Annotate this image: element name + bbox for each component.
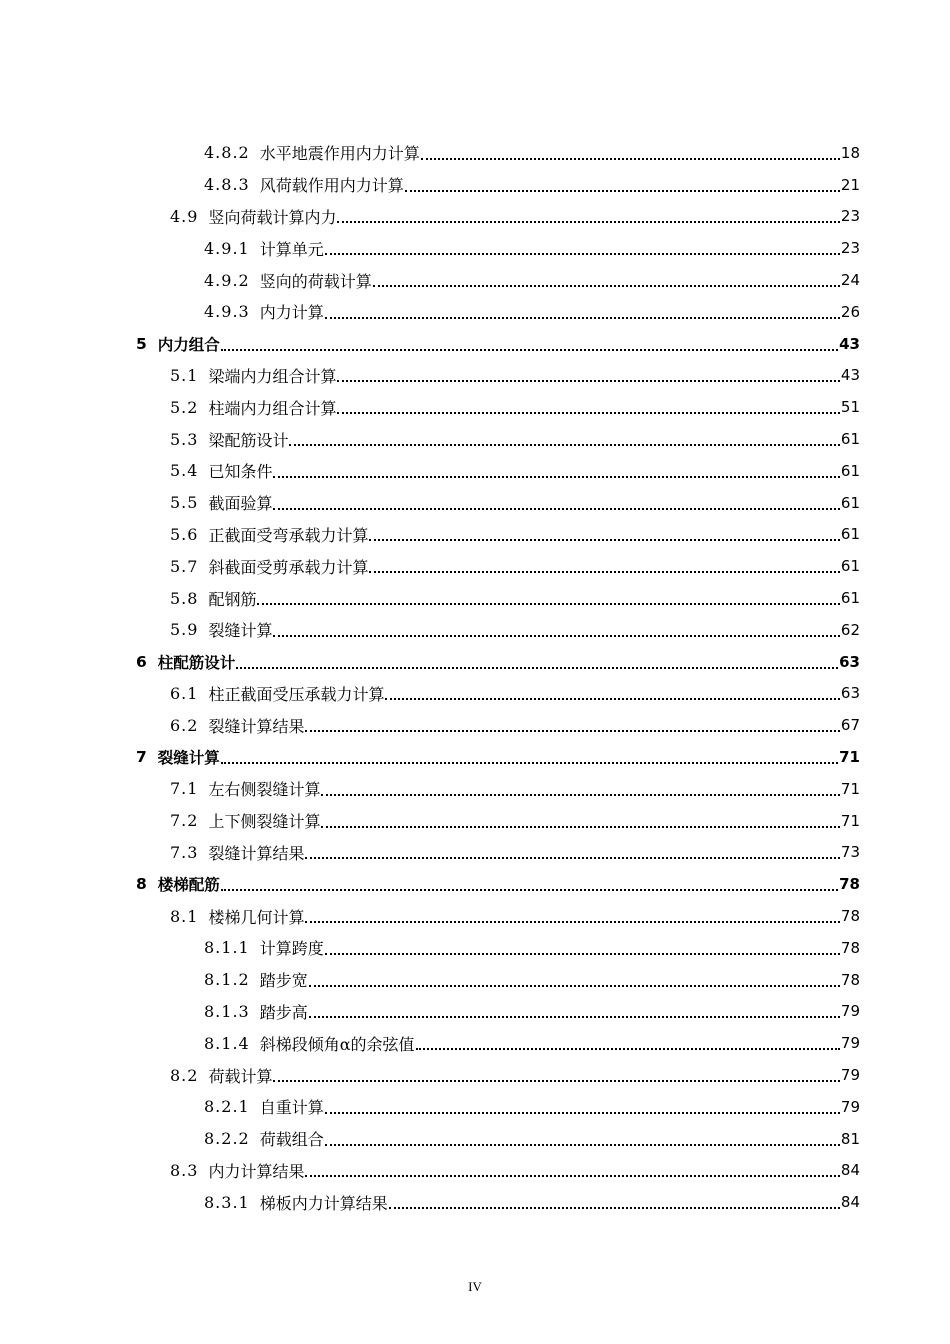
toc-entry[interactable] bbox=[0, 805, 950, 837]
toc-entry-number: 8.1.2 bbox=[204, 970, 250, 990]
toc-entry[interactable] bbox=[0, 455, 950, 487]
toc-entry-title: 上下侧裂缝计算 bbox=[208, 812, 321, 832]
toc-entry-page: 62 bbox=[840, 620, 860, 639]
toc-entry[interactable] bbox=[0, 1155, 950, 1187]
toc-entry-page: 51 bbox=[840, 398, 860, 417]
toc-entry[interactable] bbox=[0, 773, 950, 805]
toc-dot-leader bbox=[221, 349, 838, 351]
toc-dot-leader bbox=[325, 953, 840, 955]
toc-dot-leader bbox=[257, 603, 839, 605]
table-of-contents bbox=[0, 137, 950, 1218]
toc-entry-title: 楼梯几何计算 bbox=[208, 907, 305, 927]
toc-dot-leader bbox=[325, 1144, 840, 1146]
toc-entry-number: 8.3 bbox=[170, 1160, 199, 1180]
toc-entry-number: 6.2 bbox=[170, 715, 199, 735]
toc-entry-title: 自重计算 bbox=[259, 1098, 324, 1118]
toc-entry[interactable] bbox=[0, 1059, 950, 1091]
toc-entry[interactable] bbox=[0, 328, 950, 360]
toc-entry-title: 柱端内力组合计算 bbox=[208, 398, 337, 418]
toc-entry-number: 8.2.1 bbox=[204, 1097, 250, 1117]
toc-entry-title: 配钢筋 bbox=[208, 589, 257, 609]
toc-entry-title: 踏步高 bbox=[259, 1002, 308, 1022]
toc-entry[interactable] bbox=[0, 169, 950, 201]
toc-dot-leader bbox=[221, 889, 838, 891]
toc-dot-leader bbox=[305, 921, 839, 923]
toc-dot-leader bbox=[309, 1016, 840, 1018]
toc-entry-number: 4.9.2 bbox=[204, 270, 250, 290]
toc-entry[interactable] bbox=[0, 1123, 950, 1155]
toc-dot-leader bbox=[321, 794, 839, 796]
toc-entry-title: 裂缝计算结果 bbox=[208, 716, 305, 736]
toc-entry-number: 7.3 bbox=[170, 842, 199, 862]
toc-entry-number: 4.8.2 bbox=[204, 143, 250, 163]
toc-entry-title: 踏步宽 bbox=[259, 971, 308, 991]
toc-entry[interactable] bbox=[0, 137, 950, 169]
toc-entry-number: 5.6 bbox=[170, 524, 199, 544]
toc-entry-title: 楼梯配筋 bbox=[157, 876, 220, 895]
toc-entry-title: 裂缝计算 bbox=[208, 621, 273, 641]
toc-entry[interactable] bbox=[0, 837, 950, 869]
toc-entry-number: 5.7 bbox=[170, 556, 199, 576]
toc-entry[interactable] bbox=[0, 900, 950, 932]
toc-dot-leader bbox=[421, 158, 840, 160]
toc-entry-page: 61 bbox=[840, 557, 860, 576]
toc-entry[interactable] bbox=[0, 232, 950, 264]
toc-entry-title: 斜截面受剪承载力计算 bbox=[208, 557, 369, 577]
toc-entry-title: 斜梯段倾角α的余弦值 bbox=[259, 1034, 415, 1054]
toc-entry[interactable] bbox=[0, 1027, 950, 1059]
toc-entry-page: 61 bbox=[840, 461, 860, 480]
toc-dot-leader bbox=[373, 285, 840, 287]
toc-entry-title: 内力计算结果 bbox=[208, 1161, 305, 1181]
toc-dot-leader bbox=[321, 826, 839, 828]
toc-entry[interactable] bbox=[0, 646, 950, 678]
toc-entry-page: 23 bbox=[840, 239, 860, 258]
toc-dot-leader bbox=[369, 571, 839, 573]
toc-entry-page: 21 bbox=[840, 175, 860, 194]
toc-entry[interactable] bbox=[0, 360, 950, 392]
toc-dot-leader bbox=[337, 221, 839, 223]
toc-entry[interactable] bbox=[0, 709, 950, 741]
toc-entry[interactable] bbox=[0, 487, 950, 519]
toc-dot-leader bbox=[325, 253, 840, 255]
toc-entry-page: 78 bbox=[840, 938, 860, 957]
toc-entry-title: 内力计算 bbox=[259, 303, 324, 323]
toc-entry-page: 79 bbox=[840, 1034, 860, 1053]
toc-entry-page: 71 bbox=[840, 811, 860, 830]
toc-entry-title: 水平地震作用内力计算 bbox=[259, 144, 420, 164]
toc-entry[interactable] bbox=[0, 1091, 950, 1123]
toc-entry-number: 6 bbox=[136, 652, 148, 671]
toc-entry-title: 裂缝计算 bbox=[157, 749, 220, 768]
toc-entry[interactable] bbox=[0, 423, 950, 455]
toc-entry[interactable] bbox=[0, 964, 950, 996]
toc-entry[interactable] bbox=[0, 519, 950, 551]
toc-entry[interactable] bbox=[0, 264, 950, 296]
toc-entry[interactable] bbox=[0, 932, 950, 964]
toc-entry-number: 8.1 bbox=[170, 906, 199, 926]
toc-entry-page: 18 bbox=[840, 143, 860, 162]
toc-entry-number: 7.2 bbox=[170, 811, 199, 831]
toc-entry-number: 8.2.2 bbox=[204, 1129, 250, 1149]
toc-entry-page: 67 bbox=[840, 716, 860, 735]
toc-entry-page: 73 bbox=[840, 843, 860, 862]
toc-entry-title: 计算跨度 bbox=[259, 939, 324, 959]
toc-entry-title: 荷载组合 bbox=[259, 1130, 324, 1150]
toc-entry[interactable] bbox=[0, 1186, 950, 1218]
toc-entry-number: 4.9.3 bbox=[204, 302, 250, 322]
toc-entry[interactable] bbox=[0, 678, 950, 710]
toc-entry-page: 24 bbox=[840, 271, 860, 290]
toc-entry-number: 5 bbox=[136, 334, 148, 353]
toc-entry-title: 内力组合 bbox=[157, 335, 220, 354]
toc-dot-leader bbox=[273, 635, 839, 637]
toc-entry-number: 5.4 bbox=[170, 461, 199, 481]
toc-entry-page: 71 bbox=[839, 748, 860, 767]
toc-entry-page: 84 bbox=[840, 1193, 860, 1212]
toc-dot-leader bbox=[236, 667, 838, 669]
toc-entry-page: 43 bbox=[840, 366, 860, 385]
toc-entry-number: 8.3.1 bbox=[204, 1192, 250, 1212]
toc-entry[interactable] bbox=[0, 391, 950, 423]
toc-entry[interactable] bbox=[0, 582, 950, 614]
toc-dot-leader bbox=[337, 380, 839, 382]
toc-dot-leader bbox=[337, 412, 839, 414]
toc-entry-title: 竖向荷载计算内力 bbox=[208, 207, 337, 227]
toc-entry-title: 梁配筋设计 bbox=[208, 430, 289, 450]
toc-entry-page: 79 bbox=[840, 1097, 860, 1116]
toc-entry-page: 26 bbox=[840, 302, 860, 321]
toc-entry-page: 78 bbox=[840, 970, 860, 989]
toc-entry-number: 6.1 bbox=[170, 683, 199, 703]
toc-entry[interactable] bbox=[0, 550, 950, 582]
toc-entry-page: 79 bbox=[840, 1066, 860, 1084]
toc-entry-page: 43 bbox=[839, 334, 860, 353]
toc-dot-leader bbox=[325, 317, 840, 319]
toc-dot-leader bbox=[369, 539, 839, 541]
toc-entry-title: 风荷载作用内力计算 bbox=[259, 176, 404, 196]
toc-entry-title: 已知条件 bbox=[208, 462, 273, 482]
toc-dot-leader bbox=[221, 762, 838, 764]
toc-entry-page: 61 bbox=[840, 493, 860, 512]
toc-entry-page: 63 bbox=[840, 684, 860, 703]
toc-dot-leader bbox=[305, 730, 839, 732]
toc-entry-page: 84 bbox=[840, 1161, 860, 1180]
toc-entry-title: 梯板内力计算结果 bbox=[259, 1193, 388, 1213]
toc-entry-title: 荷载计算 bbox=[208, 1066, 273, 1086]
toc-entry-number: 8.1.4 bbox=[204, 1033, 250, 1053]
toc-entry-page: 78 bbox=[840, 907, 860, 926]
toc-dot-leader bbox=[305, 1175, 839, 1177]
toc-entry[interactable] bbox=[0, 868, 950, 900]
toc-entry-title: 竖向的荷载计算 bbox=[259, 271, 372, 291]
toc-entry[interactable] bbox=[0, 741, 950, 773]
toc-dot-leader bbox=[405, 190, 840, 192]
toc-dot-leader bbox=[325, 1112, 840, 1114]
toc-entry-page: 61 bbox=[840, 525, 860, 544]
toc-dot-leader bbox=[385, 698, 839, 700]
toc-entry-page: 78 bbox=[839, 875, 860, 894]
toc-entry-title: 正截面受弯承载力计算 bbox=[208, 525, 369, 545]
toc-entry-title: 计算单元 bbox=[259, 239, 324, 259]
toc-dot-leader bbox=[305, 857, 839, 859]
toc-entry-number: 7.1 bbox=[170, 779, 199, 799]
page-number: IV bbox=[468, 1279, 482, 1294]
toc-dot-leader bbox=[289, 444, 839, 446]
toc-entry-number: 5.3 bbox=[170, 429, 199, 449]
toc-entry-number: 4.8.3 bbox=[204, 175, 250, 195]
toc-entry-number: 4.9.1 bbox=[204, 238, 250, 258]
toc-entry-number: 8.1.1 bbox=[204, 938, 250, 958]
toc-entry-page: 71 bbox=[840, 779, 860, 798]
toc-entry-title: 柱正截面受压承载力计算 bbox=[208, 684, 385, 704]
toc-entry[interactable] bbox=[0, 201, 950, 233]
toc-entry-page: 61 bbox=[840, 430, 860, 449]
toc-entry-page: 23 bbox=[840, 207, 860, 226]
toc-entry-number: 5.9 bbox=[170, 620, 199, 640]
toc-entry-page: 63 bbox=[839, 652, 860, 671]
toc-entry-title: 截面验算 bbox=[208, 494, 273, 514]
toc-entry-number: 7 bbox=[136, 748, 148, 767]
toc-entry-page: 61 bbox=[840, 589, 860, 608]
toc-dot-leader bbox=[273, 1080, 839, 1082]
toc-dot-leader bbox=[389, 1207, 840, 1209]
toc-dot-leader bbox=[273, 476, 839, 478]
toc-entry-page: 79 bbox=[840, 1002, 860, 1021]
toc-entry[interactable] bbox=[0, 296, 950, 328]
toc-entry-number: 5.2 bbox=[170, 397, 199, 417]
toc-entry-title: 梁端内力组合计算 bbox=[208, 366, 337, 386]
toc-entry-number: 5.8 bbox=[170, 588, 199, 608]
toc-entry-number: 5.5 bbox=[170, 493, 199, 513]
toc-entry-number: 5.1 bbox=[170, 365, 199, 385]
toc-dot-leader bbox=[309, 985, 840, 987]
toc-entry-number: 8.2 bbox=[170, 1065, 199, 1085]
toc-entry-title: 柱配筋设计 bbox=[157, 653, 236, 672]
toc-entry[interactable] bbox=[0, 996, 950, 1028]
toc-entry-number: 8 bbox=[136, 875, 148, 894]
toc-entry[interactable] bbox=[0, 614, 950, 646]
toc-entry-number: 8.1.3 bbox=[204, 1001, 250, 1021]
toc-entry-page: 81 bbox=[840, 1129, 860, 1148]
toc-entry-number: 4.9 bbox=[170, 206, 199, 226]
toc-dot-leader bbox=[273, 508, 839, 510]
toc-entry-title: 左右侧裂缝计算 bbox=[208, 780, 321, 800]
toc-dot-leader bbox=[416, 1048, 840, 1050]
toc-entry-title: 裂缝计算结果 bbox=[208, 843, 305, 863]
